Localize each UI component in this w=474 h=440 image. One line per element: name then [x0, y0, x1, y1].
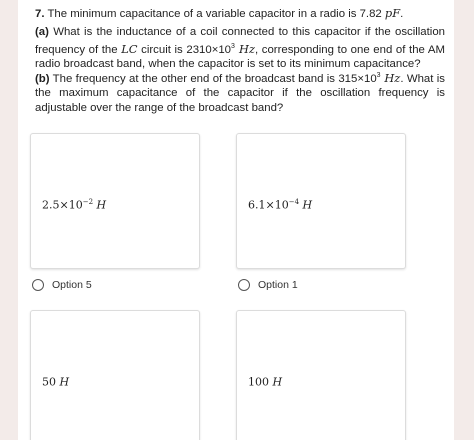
answer-value: $6.1\times 10^{-4}$ H [248, 198, 313, 212]
answer-option-card[interactable] [30, 133, 200, 269]
question-title: 7. The minimum capacitance of a variable capacitor in a radio is 7.82 pF. [35, 6, 404, 20]
answer-value: $2.5\times 10^{-2}$ H [42, 198, 107, 212]
radio-option[interactable] [238, 279, 298, 291]
question-card [18, 0, 454, 440]
radio-label: Option 1 [258, 279, 298, 291]
question-part-a: (a) What is the inductance of a coil connected to this capacitor if the oscillation frequency of the LC circuit is $2310\times 10^3$ Hz, corresponding to one end of the AM radio broadcast band, when the capacitor is set to its minimum capacitance? [35, 26, 445, 70]
radio-button[interactable] [32, 279, 44, 291]
answer-value: 100 H [248, 375, 283, 389]
radio-option[interactable] [32, 279, 92, 291]
question-part-b: (b) The frequency at the other end of the broadcast band is $315\times 10^3$ Hz. What is the maximum capacitance of the capacitor if the oscillation frequency is adjustable over the range of the broadcast band? [35, 70, 445, 114]
answer-option-card[interactable] [236, 133, 406, 269]
radio-button[interactable] [238, 279, 250, 291]
answer-value: 50 H [42, 375, 70, 389]
answer-option-card[interactable] [30, 310, 200, 440]
answer-option-card[interactable] [236, 310, 406, 440]
radio-label: Option 5 [52, 279, 92, 291]
